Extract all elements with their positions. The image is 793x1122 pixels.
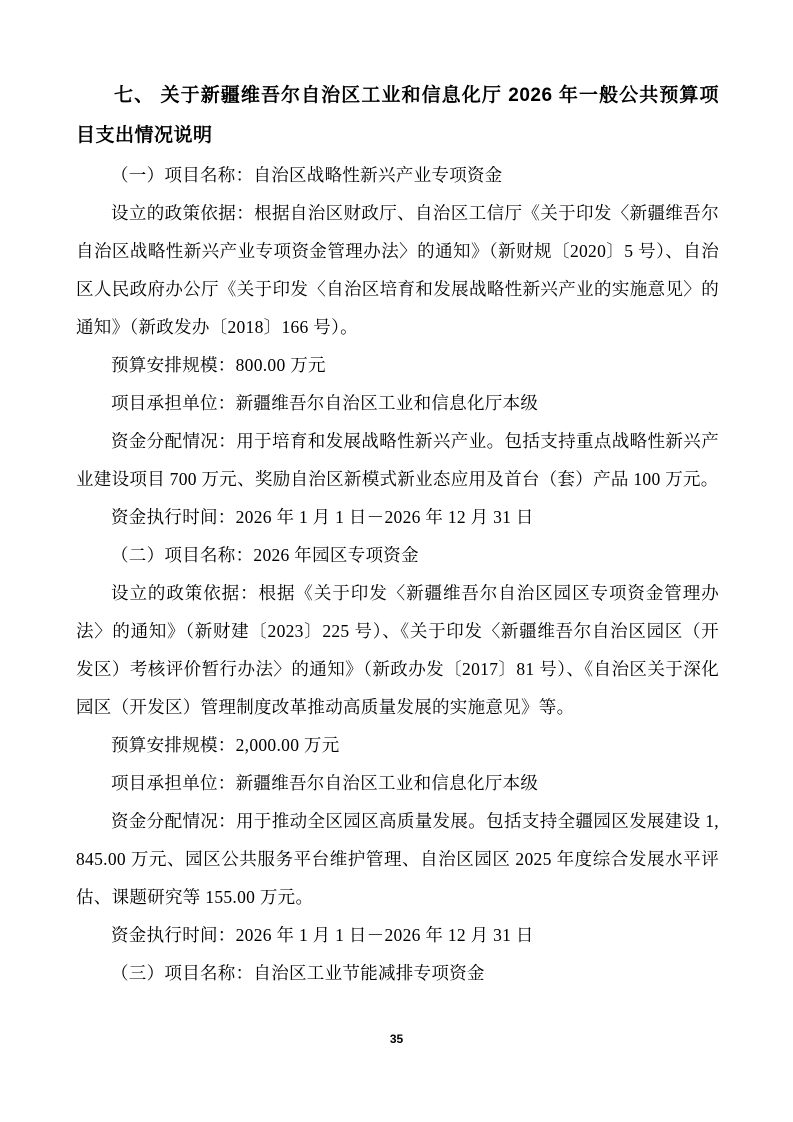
paragraph-project-1-undertaking-unit: 项目承担单位：新疆维吾尔自治区工业和信息化厅本级 bbox=[111, 393, 539, 413]
paragraph-project-1-budget-scale: 预算安排规模：800.00 万元 bbox=[111, 355, 326, 375]
paragraph-project-2-name: （二）项目名称：2026 年园区专项资金 bbox=[111, 545, 419, 565]
section-heading: 七、 关于新疆维吾尔自治区工业和信息化厅 2026 年一般公共预算项目支出情况说明 bbox=[76, 85, 719, 146]
paragraph-project-1-name: （一）项目名称：自治区战略性新兴产业专项资金 bbox=[111, 165, 503, 185]
paragraph-project-1-fund-allocation: 资金分配情况：用于培育和发展战略性新兴产业。包括支持重点战略性新兴产业建设项目 700 万元、奖励自治区新模式新业态应用及首台（套）产品 100 万元。 bbox=[76, 431, 719, 489]
paragraph-project-2-fund-allocation: 资金分配情况：用于推动全区园区高质量发展。包括支持全疆园区发展建设 1,845.00 万元、园区公共服务平台维护管理、自治区园区 2025 年度综合发展水平评估、课题研究等 155.00 万元。 bbox=[76, 811, 719, 907]
paragraph-project-2-policy-basis: 设立的政策依据：根据《关于印发〈新疆维吾尔自治区园区专项资金管理办法〉的通知》（新财建〔2023〕225 号）、《关于印发〈新疆维吾尔自治区园区（开发区）考核评价暂行办法〉的通知》（新政办发〔2017〕81 号）、《自治区关于深化园区（开发区）管理制度改革推动高质量发展的实施意见》等。 bbox=[76, 583, 719, 717]
page-number: 35 bbox=[389, 1032, 404, 1046]
paragraph-project-3-name: （三）项目名称：自治区工业节能减排专项资金 bbox=[111, 963, 485, 983]
paragraph-project-2-budget-scale: 预算安排规模：2,000.00 万元 bbox=[111, 735, 340, 755]
paragraph-project-2-undertaking-unit: 项目承担单位：新疆维吾尔自治区工业和信息化厅本级 bbox=[111, 773, 539, 793]
paragraph-project-1-execution-period: 资金执行时间：2026 年 1 月 1 日－2026 年 12 月 31 日 bbox=[111, 507, 534, 527]
paragraph-project-2-execution-period: 资金执行时间：2026 年 1 月 1 日－2026 年 12 月 31 日 bbox=[111, 925, 534, 945]
paragraph-project-1-policy-basis: 设立的政策依据：根据自治区财政厅、自治区工信厅《关于印发〈新疆维吾尔自治区战略性新兴产业专项资金管理办法〉的通知》（新财规〔2020〕5 号）、自治区人民政府办公厅《关于印发〈自治区培育和发展战略性新兴产业的实施意见〉的通知》（新政发办〔2018〕166 号）。 bbox=[76, 203, 719, 337]
